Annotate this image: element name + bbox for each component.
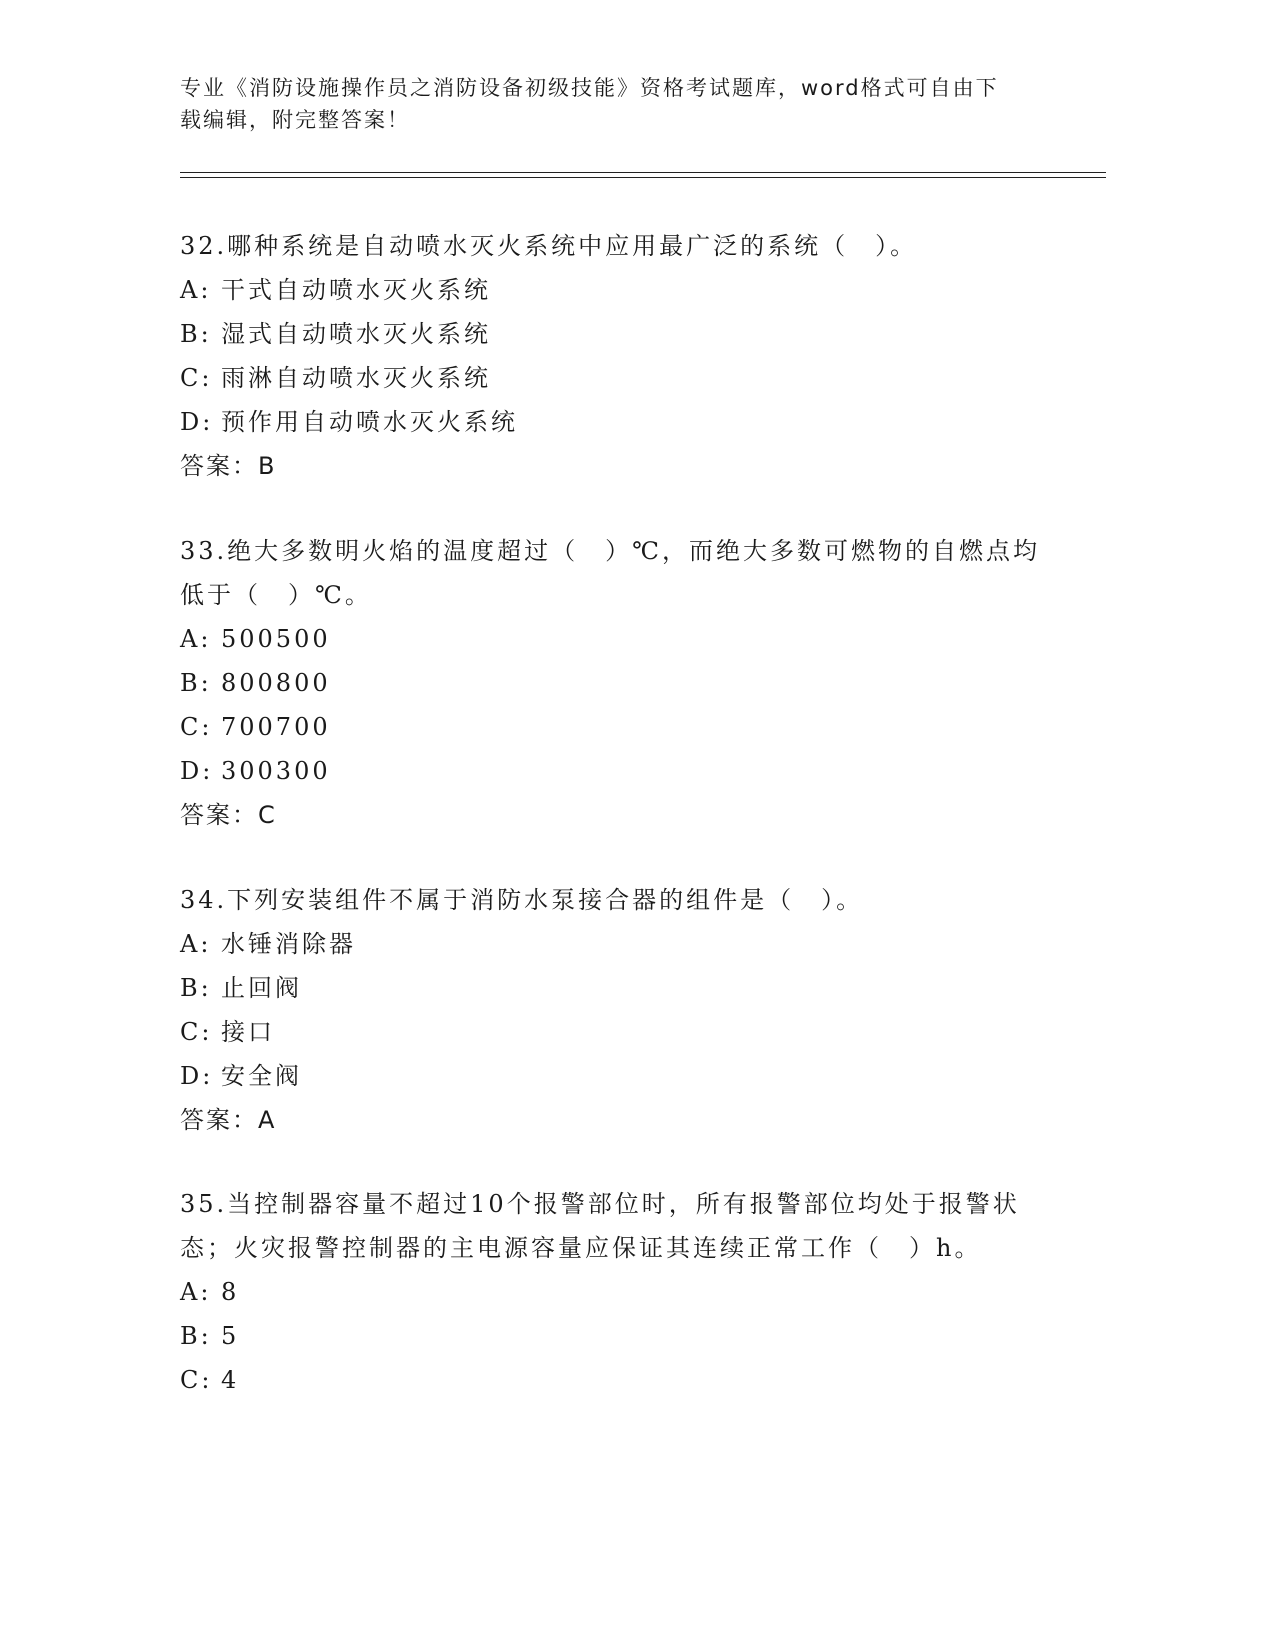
question-stem: 33.绝大多数明火焰的温度超过（ ）℃，而绝大多数可燃物的自燃点均低于（ ）℃。	[180, 537, 1041, 609]
option-key: A:	[180, 1278, 212, 1306]
answer: 答案：C	[180, 801, 277, 829]
option-text: 止回阀	[221, 974, 302, 1002]
option-key: A:	[180, 276, 212, 304]
option-key: C:	[180, 1018, 213, 1046]
question-33	[180, 529, 1050, 837]
option-c	[180, 705, 1050, 749]
option-d	[180, 400, 1050, 444]
option-a	[180, 268, 1050, 312]
option-text: 安全阀	[221, 1062, 302, 1090]
option-key: C:	[180, 713, 213, 741]
answer: 答案：A	[180, 1106, 277, 1134]
header-line-2: 载编辑，附完整答案！	[180, 108, 410, 132]
option-b	[180, 661, 1050, 705]
option-a	[180, 1270, 1050, 1314]
option-c	[180, 356, 1050, 400]
question-35	[180, 1182, 1050, 1402]
question-32	[180, 224, 1050, 488]
option-c	[180, 1010, 1050, 1054]
option-key: D:	[180, 757, 214, 785]
question-stem: 34.下列安装组件不属于消防水泵接合器的组件是（ ）。	[180, 886, 864, 914]
question-stem: 35.当控制器容量不超过10个报警部位时，所有报警部位均处于报警状态；火灾报警控制器的主电源容量应保证其连续正常工作（ ）h。	[180, 1190, 1020, 1262]
option-text: 水锤消除器	[221, 930, 356, 958]
option-text: 预作用自动喷水灭火系统	[221, 408, 518, 436]
option-d	[180, 749, 1050, 793]
option-key: D:	[180, 1062, 214, 1090]
option-key: A:	[180, 625, 212, 653]
question-34	[180, 878, 1050, 1142]
header-line-1: 专业《消防设施操作员之消防设备初级技能》资格考试题库，word格式可自由下	[180, 76, 999, 100]
option-b	[180, 966, 1050, 1010]
option-text: 8	[221, 1278, 240, 1306]
option-key: B:	[180, 974, 212, 1002]
option-a	[180, 617, 1050, 661]
option-key: B:	[180, 669, 212, 697]
option-text: 湿式自动喷水灭火系统	[221, 320, 491, 348]
option-text: 4	[221, 1366, 240, 1394]
option-key: D:	[180, 408, 214, 436]
document-header	[180, 72, 1040, 136]
option-text: 500500	[221, 625, 331, 653]
option-a	[180, 922, 1050, 966]
option-text: 700700	[221, 713, 331, 741]
option-text: 干式自动喷水灭火系统	[221, 276, 491, 304]
option-b	[180, 1314, 1050, 1358]
option-d	[180, 1054, 1050, 1098]
option-text: 800800	[221, 669, 331, 697]
option-key: A:	[180, 930, 212, 958]
option-b	[180, 312, 1050, 356]
option-text: 5	[221, 1322, 240, 1350]
header-divider-top	[180, 172, 1106, 173]
option-text: 300300	[221, 757, 331, 785]
option-key: B:	[180, 320, 212, 348]
answer: 答案：B	[180, 452, 277, 480]
option-text: 雨淋自动喷水灭火系统	[221, 364, 491, 392]
option-c	[180, 1358, 1050, 1402]
option-key: C:	[180, 364, 213, 392]
option-key: C:	[180, 1366, 213, 1394]
question-stem: 32.哪种系统是自动喷水灭火系统中应用最广泛的系统（ ）。	[180, 232, 918, 260]
option-key: B:	[180, 1322, 212, 1350]
option-text: 接口	[221, 1018, 275, 1046]
header-divider-bottom	[180, 177, 1106, 178]
